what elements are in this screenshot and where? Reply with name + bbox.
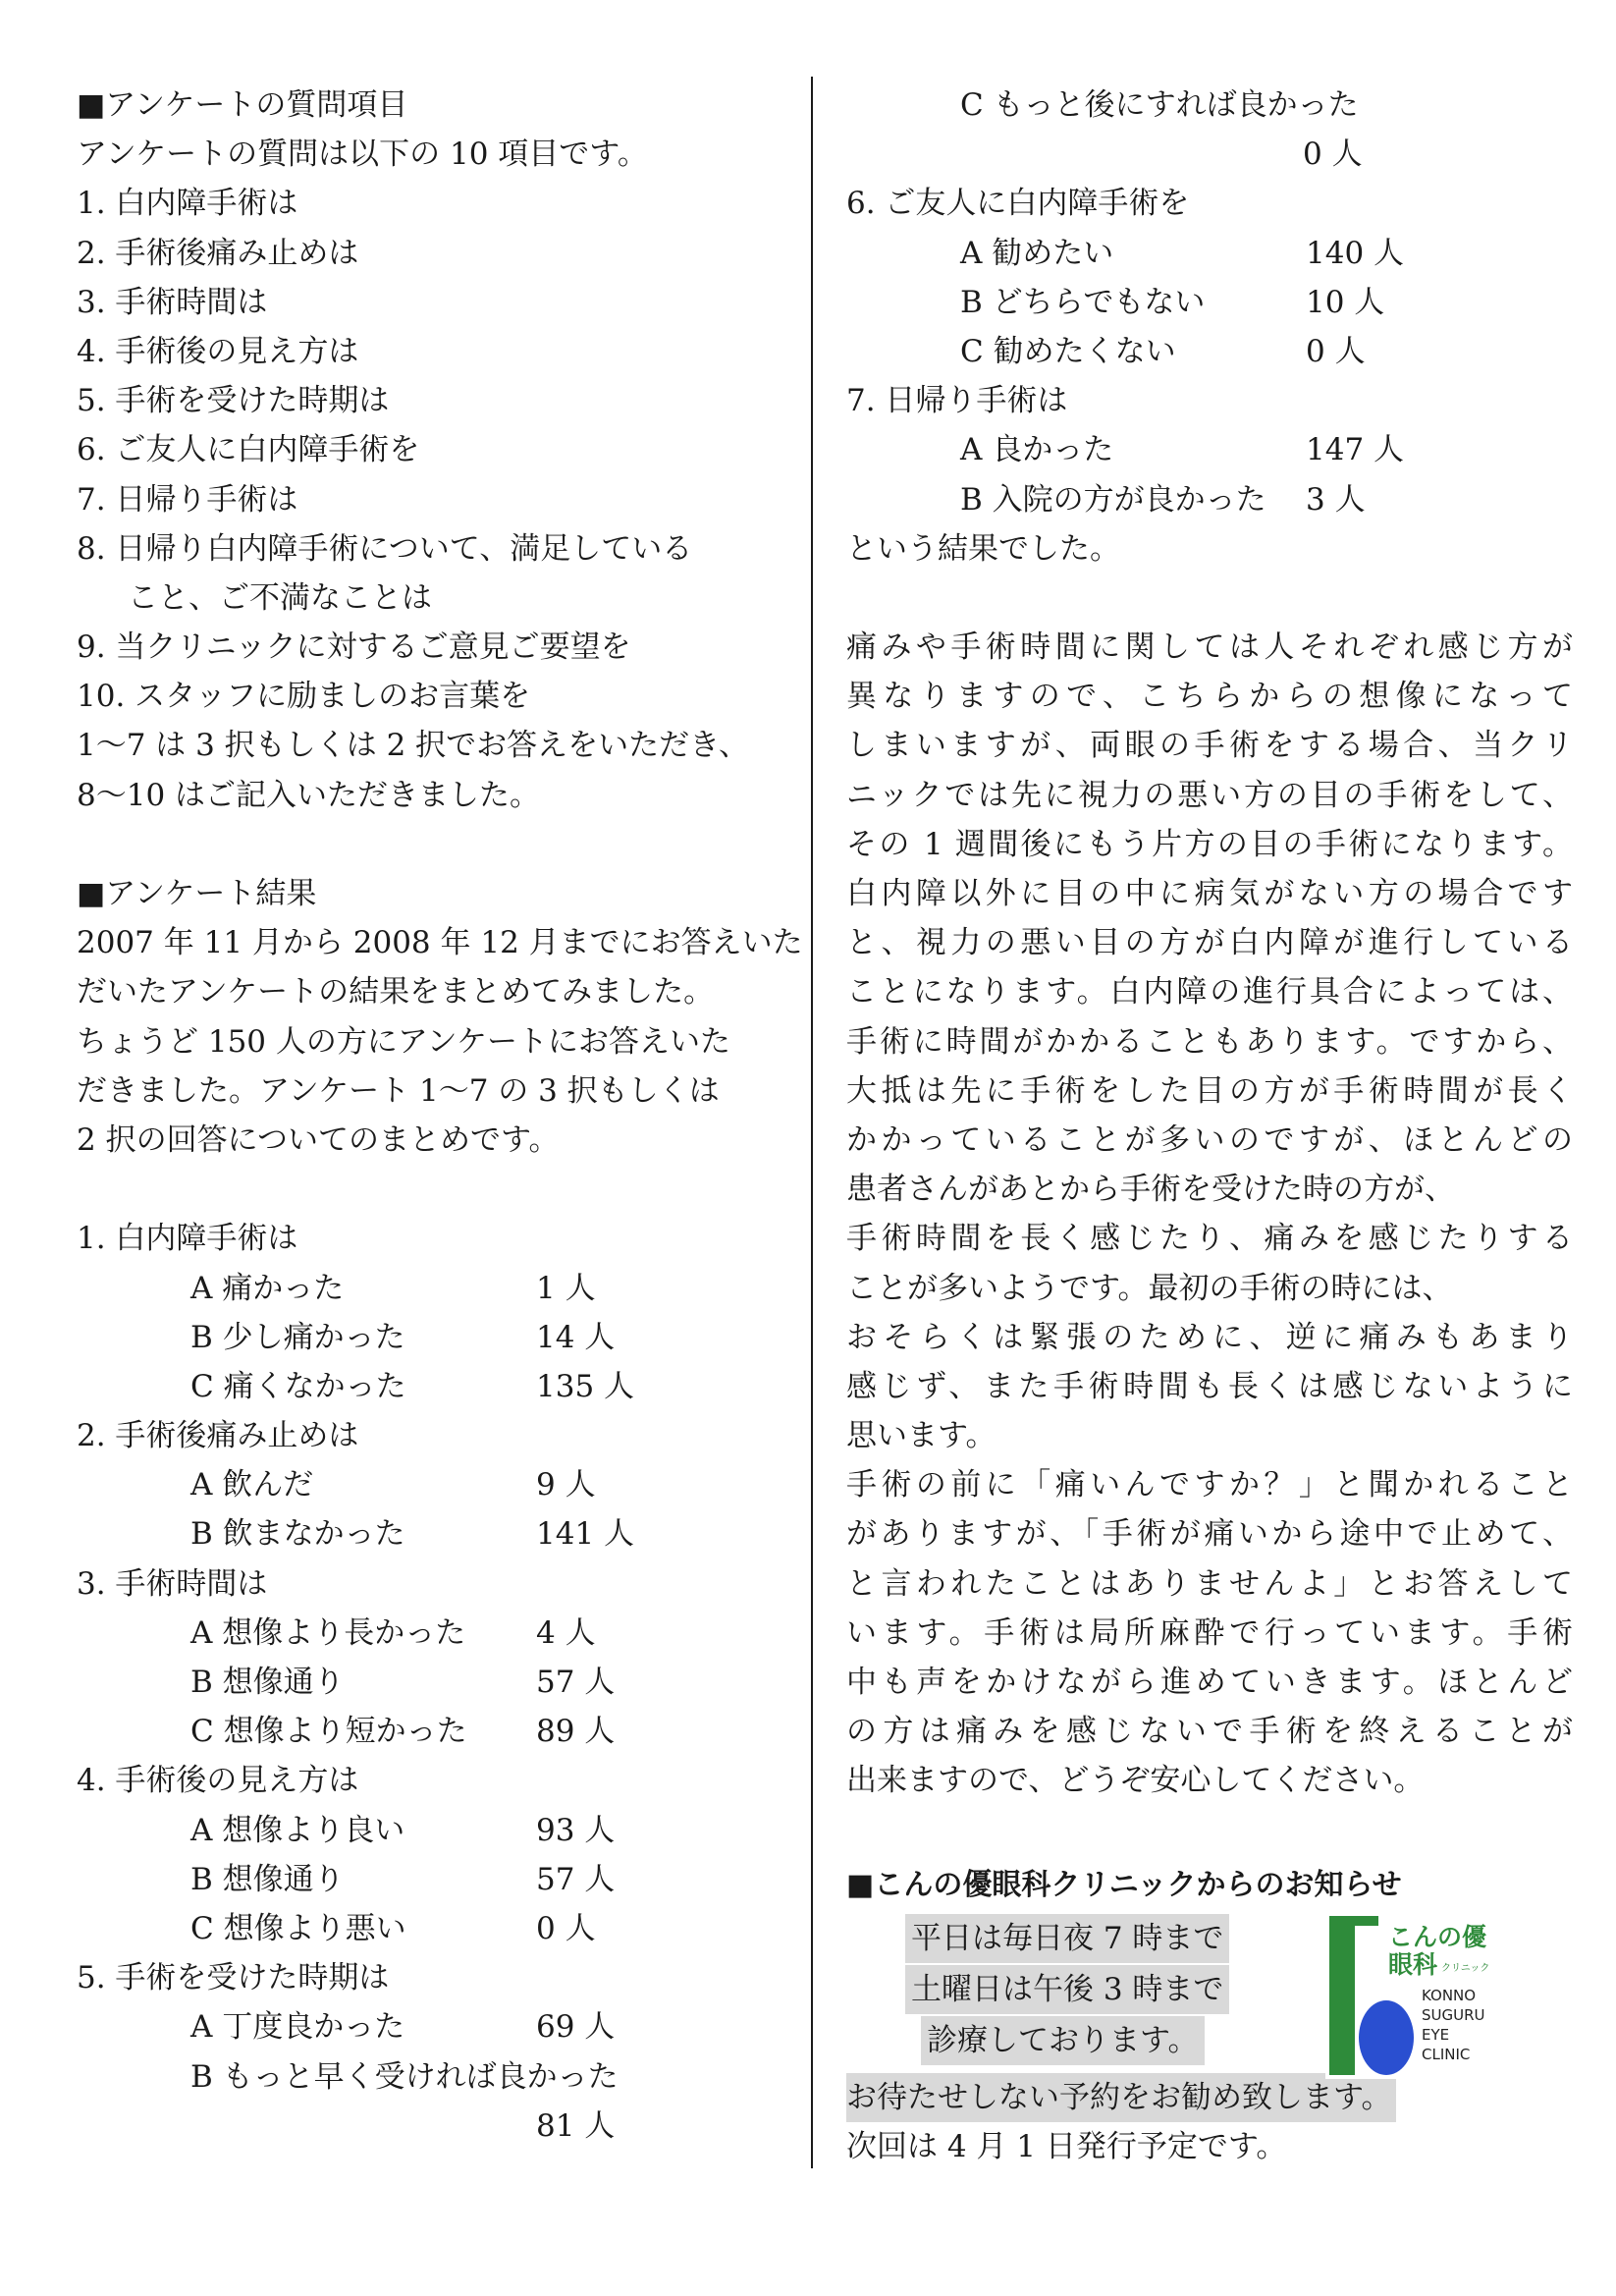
logo-en-3: EYE [1422,2025,1450,2044]
result-option [77,1707,803,1756]
question-item: 10. スタッフに励ましのお言葉を [77,679,531,715]
result-option [77,1806,803,1855]
option-value: 69 人 [536,2009,616,2046]
hours-note: 診療しております。 [921,2016,1205,2065]
results-intro-line: 2007 年 11 月から 2008 年 12 月までにお答えいた [77,925,803,961]
option-value: 1 人 [536,1270,596,1306]
paragraph-line: 異なりますので、こちらからの想像になって [846,679,1573,715]
result-option [77,1509,803,1558]
result-question: 5. 手術を受けた時期は [77,1960,390,1996]
question-item: 5. 手術を受けた時期は [77,383,390,419]
result-question: 2. 手術後痛み止めは [77,1418,359,1454]
result-option [77,1264,803,1313]
result-option [846,278,1573,327]
result-option-long [77,2052,803,2102]
paragraph-line: 痛みや手術時間に関しては人それぞれ感じ方が [846,629,1573,666]
notice-line [921,2016,1205,2065]
option-label: A 勧めたい [960,235,1114,271]
notice-box [846,1910,1573,2073]
option-value: 14 人 [536,1319,616,1355]
option-label: C もっと後にすれば良かった [960,87,1359,123]
logo-eye-jp: 眼科 [1388,1949,1438,1979]
questions-intro: アンケートの質問は以下の 10 項目です。 [77,137,648,173]
paragraph-line: と、視力の悪い目の方が白内障が進行している [846,925,1573,961]
result-option-long [846,81,1573,130]
option-value: 0 人 [1303,137,1363,173]
hours-saturday: 土曜日は午後 3 時まで [905,1965,1229,2014]
option-value: 57 人 [536,1861,616,1897]
paragraph-line: 手術の前に「痛いんですか？」と聞かれること [846,1467,1573,1503]
results-intro-line: ちょうど 150 人の方にアンケートにお答えいた [77,1023,731,1060]
paragraph-line: 手術に時間がかかることもあります。ですから、 [846,1023,1573,1060]
result-option [846,229,1573,278]
option-label: A 想像より良い [190,1812,405,1848]
paragraph-line: 白内障以外に目の中に病気がない方の場合です [846,876,1573,911]
option-label: C 想像より短かった [190,1714,467,1750]
notice-line [846,2073,1573,2122]
result-option [77,1609,803,1658]
option-value: 3 人 [1306,481,1366,518]
paragraph-line: 出来ますので、どうぞ安心してください。 [846,1763,1425,1799]
option-label: B もっと早く受ければ良かった [190,2058,619,2095]
result-option [77,1855,803,1904]
option-value: 10 人 [1306,284,1385,320]
question-item: 8. 日帰り白内障手術について、満足している [77,530,693,567]
option-label: C 勧めたくない [960,333,1176,369]
option-label: B 少し痛かった [190,1319,405,1355]
result-option [846,425,1573,474]
option-value: 93 人 [536,1812,616,1848]
option-label: B どちらでもない [960,284,1206,320]
question-item: 4. 手術後の見え方は [77,333,359,369]
option-label: B 想像通り [190,1861,345,1897]
question-item: 3. 手術時間は [77,284,268,320]
option-value: 135 人 [536,1368,635,1404]
option-label: A 良かった [960,432,1114,468]
right-column [846,81,1573,2171]
option-value: 140 人 [1306,235,1405,271]
hours-weekday: 平日は毎日夜 7 時まで [905,1914,1229,1963]
paragraph-line: その 1 週間後にもう片方の目の手術になります。 [846,826,1573,862]
option-label: B 想像通り [190,1665,345,1700]
paragraph-line: います。手術は局所麻酔で行っています。手術 [846,1614,1573,1651]
option-label: B 入院の方が良かった [960,481,1266,518]
results-heading: ■アンケート結果 [77,876,317,911]
paragraph-line: 思います。 [846,1418,997,1454]
question-item: 7. 日帰り手術は [77,481,298,518]
paragraph-line: と言われたことはありませんよ」とお答えして [846,1565,1573,1602]
result-option [77,1460,803,1509]
logo-en-2: SUGURU [1422,2005,1485,2024]
option-value: 141 人 [536,1516,635,1553]
option-label: A 飲んだ [190,1467,314,1503]
next-issue-note: 次回は 4 月 1 日発行予定です。 [846,2128,1287,2164]
result-option [77,2002,803,2051]
question-item: 2. 手術後痛み止めは [77,235,359,271]
option-value: 0 人 [1306,333,1366,369]
paragraph-line: の方は痛みを感じないで手術を終えることが [846,1714,1573,1750]
option-label: C 痛くなかった [190,1368,406,1404]
option-label: B 飲まなかった [190,1516,405,1553]
questions-heading: ■アンケートの質問項目 [77,87,408,123]
column-divider [811,77,813,2168]
paragraph-line: おそらくは緊張のために、逆に痛みもあまり [846,1319,1573,1355]
paragraph-line: ことになります。白内障の進行具合によっては、 [846,974,1573,1011]
results-intro-line: だいたアンケートの結果をまとめてみました。 [77,974,715,1011]
reservation-note: お待たせしない予約をお勧め致します。 [846,2073,1396,2122]
paragraph-line: しまいますが、両眼の手術をする場合、当クリ [846,728,1573,764]
question-item: 6. ご友人に白内障手術を [77,432,420,468]
question-item-continuation: こと、ご不満なことは [128,579,432,616]
option-label: A 丁度良かった [190,2009,405,2046]
result-option [77,1313,803,1362]
result-option [77,1362,803,1411]
option-value: 4 人 [536,1614,596,1651]
result-option [77,1658,803,1707]
clinic-logo [1325,1912,1498,2079]
option-value: 147 人 [1306,432,1405,468]
notice-line [905,1965,1229,2014]
paragraph-line: 大抵は先に手術をした目の方が手術時間が長く [846,1072,1573,1109]
option-label: C 想像より悪い [190,1910,406,1946]
result-question: 3. 手術時間は [77,1565,268,1602]
logo-en-4: CLINIC [1422,2045,1471,2063]
notice-line [905,1914,1229,1963]
result-question: 7. 日帰り手術は [846,383,1068,419]
question-item: 9. 当クリニックに対するご意見ご要望を [77,629,631,666]
result-question: 1. 白内障手術は [77,1221,298,1257]
answer-note: 1～7 は 3 択もしくは 2 択でお答えをいただき、 [77,728,749,764]
logo-clinic-jp: クリニック [1441,1962,1490,1974]
option-label: A 痛かった [190,1270,345,1306]
option-value: 57 人 [536,1665,616,1700]
option-value: 89 人 [536,1714,616,1750]
option-value: 9 人 [536,1467,596,1503]
result-option [77,1904,803,1953]
paragraph-line: 中も声をかけながら進めていきます。ほとんど [846,1665,1573,1700]
paragraph-line: 患者さんがあとから手術を受けた時の方が、 [846,1172,1455,1208]
paragraph-line: ニックでは先に視力の悪い方の目の手術をして、 [846,777,1573,813]
paragraph-line: がありますが、「手術が痛いから途中で止めて、 [846,1516,1573,1553]
results-intro-line: 2 択の回答についてのまとめです。 [77,1121,560,1158]
paragraph-line: 手術時間を長く感じたり、痛みを感じたりする [846,1221,1573,1257]
notice-heading: ■こんの優眼科クリニックからのお知らせ [846,1867,1402,1902]
result-option [846,327,1573,376]
option-value: 81 人 [536,2107,616,2144]
logo-name-jp: こんの優 [1388,1922,1487,1951]
result-question: 4. 手術後の見え方は [77,1763,359,1799]
paragraph-line: 感じず、また手術時間も長くは感じないように [846,1368,1573,1404]
results-intro-line: だきました。アンケート 1～7 の 3 択もしくは [77,1072,720,1109]
paragraph-line: かかっていることが多いのですが、ほとんどの [846,1121,1573,1158]
paragraph-line: ことが多いようです。最初の手術の時には、 [846,1270,1453,1306]
question-item: 1. 白内障手術は [77,186,298,222]
result-question: 6. ご友人に白内障手術を [846,186,1190,222]
logo-en-1: KONNO [1422,1986,1477,2004]
clinic-logo-graphic [1325,1912,1498,2079]
answer-note: 8～10 はご記入いただきました。 [77,777,541,813]
left-column [77,81,803,2151]
result-option [846,475,1573,524]
results-end: という結果でした。 [846,530,1120,567]
option-label: A 想像より長かった [190,1614,466,1651]
option-value: 0 人 [536,1910,596,1946]
